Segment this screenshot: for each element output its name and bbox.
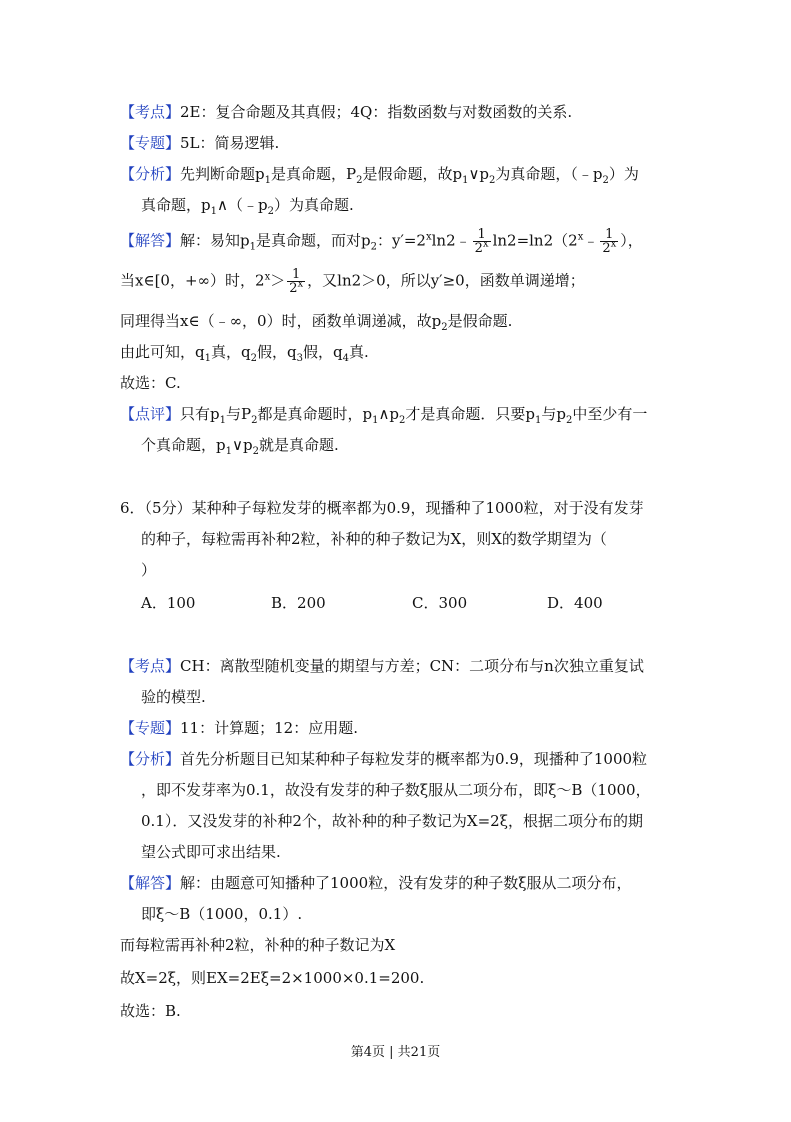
q6-zhuanti: 【专题】11：计算题；12：应用题.	[120, 719, 358, 737]
tag-zhuanti: 【专题】	[120, 134, 181, 152]
q6-fenxi-line1: 【分析】首先分析题目已知某种种子每粒发芽的概率都为0.9，现播种了1000粒	[120, 750, 648, 768]
q6-jieda-line3: 而每粒需再补种2粒，补种的种子数记为X	[120, 936, 396, 954]
q5-kaodian: 【考点】2E：复合命题及其真假；4Q：指数函数与对数函数的关系.	[120, 103, 573, 121]
q6-answer: 故选：B.	[120, 1002, 181, 1020]
q5-fenxi-line2: 真命题，$p_1\wedge(﹣p_2)$为真命题.	[141, 196, 354, 217]
q6-kaodian-line1: 【考点】CH：离散型随机变量的期望与方差；CN：二项分布与n次独立重复试	[120, 657, 644, 675]
q5-zhuanti: 【专题】5L：简易逻辑.	[120, 134, 280, 152]
q5-jieda-line2: 当x∈[0，+∞）时，$2^x>$ $\frac{1}{2^x}$ ，又ln2＞0，所以y′≥0，函数单调递增；	[120, 267, 585, 296]
q6-stem-line3: ）	[141, 561, 157, 579]
fraction-1-over-2x: $\frac{1}{2^x}$	[602, 227, 617, 256]
q6-options	[141, 592, 641, 614]
q6-jieda-line1: 【解答】解：由题意可知播种了1000粒，没有发芽的种子数ξ服从二项分布，	[120, 874, 632, 892]
tag-zhuanti: 【专题】	[120, 719, 181, 737]
q6-stem-line2: 的种子，每粒需再补种2粒，补种的种子数记为X，则X的数学期望为（	[141, 530, 607, 548]
q5-jieda-line4: 由此可知，$q_1$真，$q_2$假，$q_3$假，$q_4$真.	[120, 343, 369, 364]
q6-kaodian-line2: 验的模型.	[141, 688, 206, 706]
option-c: C．300	[412, 594, 468, 612]
q5-dianping-line2: 个真命题，$p_1\vee p_2$就是真命题.	[141, 436, 339, 457]
q5-fenxi-line1: 【分析】先判断命题$p_1$是真命题，$P_2$是假命题，故$p_1\vee p_2$为真命题，$(﹣p_2)$为	[120, 165, 639, 186]
q6-fenxi-line3: 0.1）．又没发芽的补种2个，故补种的种子数记为X=2ξ，根据二项分布的期	[141, 812, 643, 830]
tag-kaodian: 【考点】	[120, 657, 181, 675]
q5-jieda-line1: 【解答】解：易知$p_1$是真命题，而对$p_2$：$y'=2^x\ln 2﹣$ $\frac{1}{2^x}$ $\ln 2=\ln 2(2^x﹣$ $\frac{1}{2^x}$ ），	[120, 227, 643, 256]
q5-dianping-line1: 【点评】只有$p_1$与$P_2$都是真命题时，$p_1\wedge p_2$才是真命题．只要$p_1$与$p_2$中至少有一	[120, 405, 648, 426]
tag-jieda: 【解答】	[120, 874, 181, 892]
fraction-1-over-2x: $\frac{1}{2^x}$	[289, 267, 304, 296]
option-a: A．100	[141, 594, 196, 612]
q6-jieda-line2: 即ξ～B（1000，0.1）.	[141, 905, 303, 923]
tag-dianping: 【点评】	[120, 405, 181, 423]
tag-jieda: 【解答】	[120, 231, 181, 250]
option-d: D．400	[547, 594, 603, 612]
q5-answer: 故选：C.	[120, 374, 181, 392]
tag-fenxi: 【分析】	[120, 165, 181, 183]
q6-stem-line1: 6．（5分）某种种子每粒发芽的概率都为0.9，现播种了1000粒，对于没有发芽	[120, 499, 644, 517]
q6-jieda-line4: 故X=2ξ，则EX=2Eξ=2×1000×0.1=200.	[120, 969, 425, 987]
q6-fenxi-line4: 望公式即可求出结果.	[141, 843, 281, 861]
q5-jieda-line3: 同理得当x∈（﹣∞，0）时，函数单调递减，故$p_2$是假命题.	[120, 312, 513, 333]
fraction-1-over-2x: $\frac{1}{2^x}$	[474, 227, 489, 256]
page-footer: 第4页 | 共21页	[350, 1045, 441, 1060]
option-b: B．200	[271, 594, 326, 612]
tag-kaodian: 【考点】	[120, 103, 181, 121]
tag-fenxi: 【分析】	[120, 750, 181, 768]
q6-fenxi-line2: ，即不发芽率为0.1，故没有发芽的种子数ξ服从二项分布，即ξ～B（1000，	[141, 781, 651, 799]
